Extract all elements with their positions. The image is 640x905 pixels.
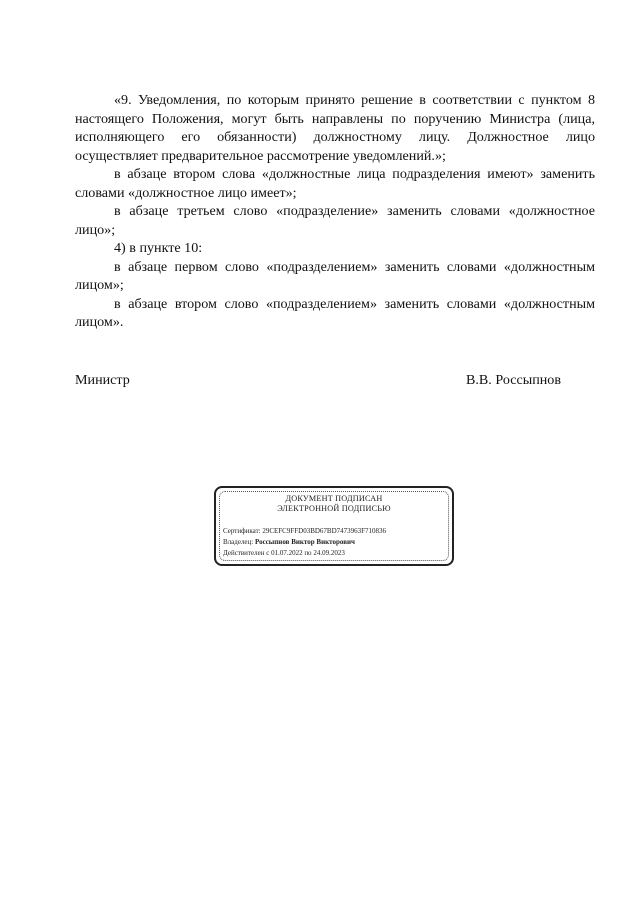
valid-from-label: с xyxy=(266,549,270,557)
stamp-validity-line xyxy=(223,548,386,559)
paragraph-abzac-3: в абзаце третьем слово «подразделение» заменить словами «должностное лицо»; xyxy=(75,203,595,238)
stamp-details xyxy=(223,526,386,559)
paragraph-abzac-2: в абзаце втором слова «должностные лица подразделения имеют» заменить словами «должностное лицо имеет»; xyxy=(75,166,595,201)
paragraph-point-4: 4) в пункте 10: xyxy=(114,240,203,256)
stamp-title-line1: ДОКУМЕНТ ПОДПИСАН xyxy=(285,494,383,503)
electronic-signature-stamp xyxy=(214,486,454,566)
stamp-owner-line xyxy=(223,537,386,548)
owner-value: Россыпнов Виктор Викторович xyxy=(254,538,355,546)
signatory-position: Министр xyxy=(75,372,130,388)
stamp-title xyxy=(216,494,452,514)
valid-to-label: по xyxy=(304,549,312,557)
certificate-label: Сертификат: xyxy=(223,527,261,535)
stamp-certificate-line xyxy=(223,526,386,537)
signatory-name: В.В. Россыпнов xyxy=(465,372,561,388)
certificate-value: 29CEFC9FFD03BD67BD7473963F710836 xyxy=(262,527,387,535)
document-body xyxy=(75,91,595,332)
paragraph-abzac-2-p10: в абзаце втором слово «подразделением» заменить словами «должностным лицом». xyxy=(75,295,595,330)
owner-label: Владелец: xyxy=(223,538,254,546)
stamp-title-line2: ЭЛЕКТРОННОЙ ПОДПИСЬЮ xyxy=(277,504,391,513)
paragraph-item-9: «9. Уведомления, по которым принято решение в соответствии с пунктом 8 настоящего Положения, могут быть направлены по поручению Министра (лица, исполняющего его обязанности) должностному лицу. Должностное лицо осуществляет предварительное рассмотрение уведомлений.»; xyxy=(75,92,595,164)
valid-label: Действителен xyxy=(223,549,265,557)
valid-to-date: 24.09.2023 xyxy=(313,549,345,557)
valid-from-date: 01.07.2022 xyxy=(271,549,303,557)
paragraph-abzac-1-p10: в абзаце первом слово «подразделением» заменить словами «должностным лицом»; xyxy=(75,258,595,293)
